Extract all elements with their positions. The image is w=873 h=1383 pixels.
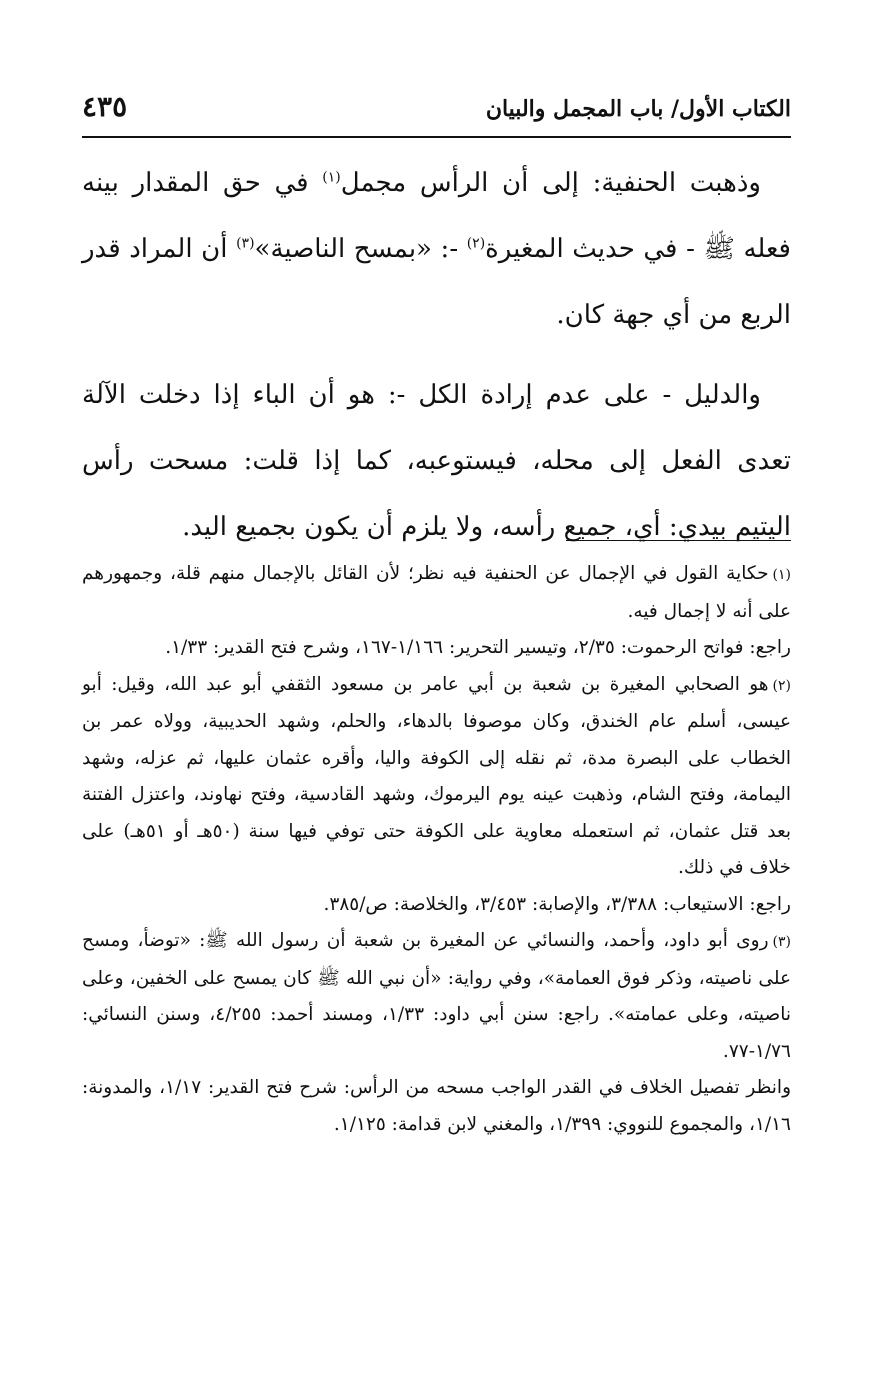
footnote-divider: [566, 540, 791, 541]
footnote-reference: وانظر تفصيل الخلاف في القدر الواجب مسحه من الرأس: شرح فتح القدير: ١/١٧، والمدونة: ١/١٦، والمجموع للنووي: ١/٣٩٩، والمغني لابن قدامة: ١/١٢٥.: [82, 1077, 792, 1135]
footnote-text: حكاية القول في الإجمال عن الحنفية فيه نظر؛ لأن القائل بالإجمال منهم قلة، وجمهورهم على أنه لا إجمال فيه.: [82, 563, 791, 622]
paragraph-1: [82, 150, 791, 348]
paragraph-1-part-c: -: «بمسح الناصية»: [254, 234, 467, 264]
footnote-ref-3: (٣): [236, 235, 255, 252]
footnote-text: روى أبو داود، وأحمد، والنسائي عن المغيرة بن شعبة أن رسول الله ﷺ: «توضأ، ومسح على ناصيته، وذكر فوق العمامة»، وفي رواية: «أن نبي الله ﷺ كان يمسح على الخفين، وعلى ناصيته، وعلى عمامته». راجع: سنن أبي داود: ١/٣٣، ومسند أحمد: ٤/٢٥٥، وسنن النسائي: ١/٧٦-٧٧.: [82, 930, 792, 1062]
paragraph-1-part-b: في حق المقدار بينه فعله ﷺ - في حديث المغيرة: [82, 168, 791, 264]
footnote-1: [82, 556, 791, 667]
footnote-text: هو الصحابي المغيرة بن شعبة بن أبي عامر بن مسعود الثقفي أبو عبد الله، وقيل: أبو عيسى، أسلم عام الخندق، وكان موصوفا بالدهاء، والحلم، وشهد الحديبية، وولاه عمر بن الخطاب على البصرة مدة، ثم نقله إلى الكوفة واليا، وأقره عثمان عليها، ثم عزله، وشهد اليمامة، وفتح الشام، وذهبت عينه يوم اليرموك، وشهد القادسية، وفتح نهاوند، واعتزل الفتنة بعد قتل عثمان، ثم استعمله معاوية على الكوفة حتى توفي فيها سنة (٥٠هـ أو ٥١هـ) على خلاف في ذلك.: [82, 673, 792, 878]
header-divider: [82, 136, 791, 138]
footnote-ref-2: (٢): [466, 235, 486, 252]
paragraph-1-part-a: وذهبت الحنفية: إلى أن الرأس مجمل: [340, 168, 761, 198]
footnote-ref-1: (١): [322, 169, 341, 186]
page-number: ٤٣٥: [82, 90, 128, 123]
paragraph-2: والدليل - على عدم إرادة الكل -: هو أن الباء إذا دخلت الآلة تعدى الفعل إلى محله، فيستوعبه، كما إذا قلت: مسحت رأس اليتيم بيدي: أي، جميع رأسه، ولا يلزم أن يكون بجميع اليد.: [82, 380, 791, 542]
paragraph-1-part-d: أن المراد قدر الربع من أي جهة كان.: [82, 234, 791, 330]
footnotes: [82, 556, 791, 1143]
footnote-3: [82, 923, 791, 1143]
footnote-reference: راجع: الاستيعاب: ٣/٣٨٨، والإصابة: ٣/٤٥٣، والخلاصة: ص/٣٨٥.: [323, 893, 791, 915]
footnote-2: [82, 667, 791, 924]
footnote-marker: (٢): [772, 677, 791, 694]
main-text: [82, 150, 791, 574]
chapter-title: الكتاب الأول/ باب المجمل والبيان: [485, 96, 791, 122]
footnote-marker: (١): [772, 567, 791, 583]
footnote-reference: راجع: فواتح الرحموت: ٢/٣٥، وتيسير التحرير: ١/١٦٦-١٦٧، وشرح فتح القدير: ١/٣٣.: [165, 637, 791, 658]
footnote-marker: (٣): [772, 934, 791, 950]
running-header: [82, 86, 791, 136]
